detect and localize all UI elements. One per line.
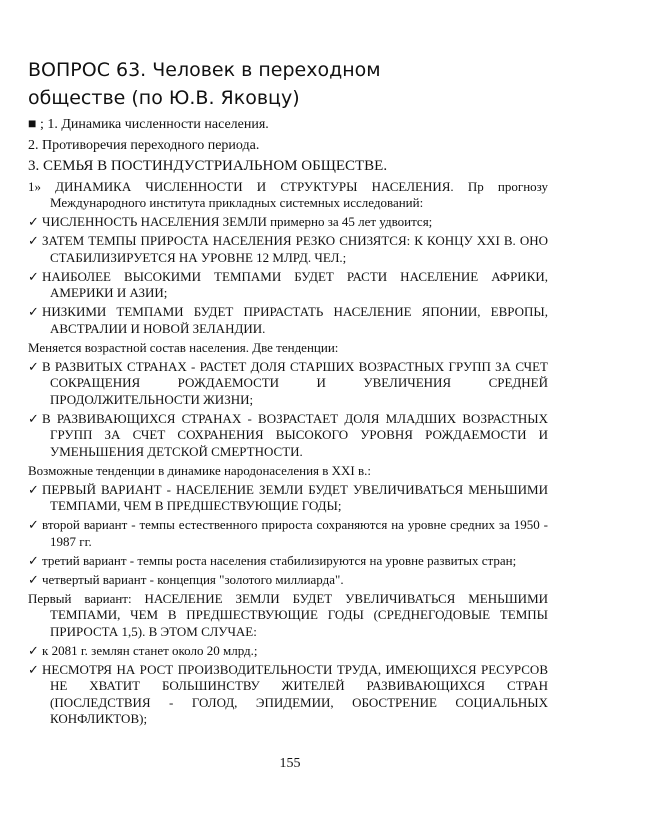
check-icon: ✓ (28, 304, 39, 319)
check-icon: ✓ (28, 517, 39, 532)
check-icon: ✓ (28, 661, 39, 677)
list-item: ✓ НАИБОЛЕЕ ВЫСОКИМИ ТЕМПАМИ БУДЕТ РАСТИ НАСЕЛЕНИЕ АФРИКИ, АМЕРИКИ И АЗИИ; (28, 268, 548, 300)
check-icon: ✓ (28, 268, 39, 284)
section-heading: 1» ДИНАМИКА ЧИСЛЕННОСТИ И СТРУКТУРЫ НАСЕЛЕНИЯ. Пр прогнозу Международного института прикладных системных исследований: (28, 178, 549, 210)
list-item: ✓ ЗАТЕМ ТЕМПЫ ПРИРОСТА НАСЕЛЕНИЯ РЕЗКО СНИЗЯТСЯ: К КОНЦУ XXI В. ОНО СТАБИЛИЗИРУЕТСЯ НА УРОВНЕ 12 МЛРД. ЧЕЛ.; (28, 233, 548, 265)
age-intro: Меняется возрастной состав населения. Две тенденции: (28, 339, 339, 355)
list-item: ✓ В РАЗВИВАЮЩИХСЯ СТРАНАХ - ВОЗРАСТАЕТ ДОЛЯ МЛАДШИХ ВОЗРАСТНЫХ ГРУПП ЗА СЧЕТ СОХРАНЕНИЯ ВЫСОКОГО УРОВНЯ РОЖДАЕМОСТИ И УМЕНЬШЕНИЯ ДЕТСКОЙ СМЕРТНОСТИ. (28, 410, 548, 459)
list-item: ✓ четвертый вариант - концепция "золотого миллиарда". (28, 571, 344, 587)
check-icon: ✓ (28, 214, 39, 229)
outline-item-2: 2. Противоречия переходного периода. (28, 137, 260, 153)
check-icon: ✓ (28, 571, 39, 587)
bullet-marker: ■ ; (28, 117, 44, 132)
title-line-2: обществе (по Ю.В. Яковцу) (28, 87, 300, 109)
document-body (28, 116, 548, 730)
list-item: ✓ ЧИСЛЕННОСТЬ НАСЕЛЕНИЯ ЗЕМЛИ примерно за 45 лет удвоится; (28, 214, 433, 229)
trends-intro: Возможные тенденции в динамике народонаселения в XXI в.: (28, 462, 372, 478)
list-item: ✓ НИЗКИМИ ТЕМПАМИ БУДЕТ ПРИРАСТАТЬ НАСЕЛЕНИЕ ЯПОНИИ, ЕВРОПЫ, АВСТРАЛИИ И НОВОЙ ЗЕЛАНДИИ. (28, 304, 548, 336)
outline-item-1: ■ ; 1. Динамика численности населения. (28, 117, 269, 132)
check-icon: ✓ (28, 642, 39, 658)
check-icon: ✓ (28, 410, 39, 426)
page-title (28, 56, 588, 112)
list-item: ✓ ПЕРВЫЙ ВАРИАНТ - НАСЕЛЕНИЕ ЗЕМЛИ БУДЕТ УВЕЛИЧИВАТЬСЯ МЕНЬШИМИ ТЕМПАМИ, ЧЕМ В ПРЕДШЕСТВУЮЩИЕ ГОДЫ; (28, 481, 548, 513)
check-icon: ✓ (28, 233, 39, 248)
list-item: ✓ к 2081 г. землян станет около 20 млрд.; (28, 642, 258, 658)
list-item: ✓ НЕСМОТРЯ НА РОСТ ПРОИЗВОДИТЕЛЬНОСТИ ТРУДА, ИМЕЮЩИХСЯ РЕСУРСОВ НЕ ХВАТИТ БОЛЬШИНСТВУ ЖИТЕЛЕЙ РАЗВИВАЮЩИХСЯ СТРАН (ПОСЛЕДСТВИЯ - ГОЛОД, ЭПИДЕМИИ, ОБОСТРЕНИЕ СОЦИАЛЬНЫХ КОНФЛИКТОВ); (28, 661, 548, 726)
outline-item-3: 3. СЕМЬЯ В ПОСТИНДУСТРИАЛЬНОМ ОБЩЕСТВЕ. (28, 158, 388, 174)
page-number: 155 (279, 756, 301, 771)
list-item: ✓ В РАЗВИТЫХ СТРАНАХ - РАСТЕТ ДОЛЯ СТАРШИХ ВОЗРАСТНЫХ ГРУПП ЗА СЧЕТ СОКРАЩЕНИЯ РОЖДАЕМОСТИ И УВЕЛИЧЕНИЯ СРЕДНЕЙ ПРОДОЛЖИТЕЛЬНОСТИ ЖИЗНИ; (28, 358, 548, 407)
check-icon: ✓ (28, 358, 39, 374)
check-icon: ✓ (28, 552, 39, 568)
first-variant: Первый вариант: НАСЕЛЕНИЕ ЗЕМЛИ БУДЕТ УВЕЛИЧИВАТЬСЯ МЕНЬШИМИ ТЕМПАМИ, ЧЕМ В ПРЕДШЕСТВУЮЩИЕ ГОДЫ (СРЕДНЕГОДОВЫЕ ТЕМПЫ ПРИРОСТА 1,5). В ЭТОМ СЛУЧАЕ: (28, 590, 549, 639)
list-item: ✓ второй вариант - темпы естественного прироста сохраняются на уровне средних за 1950 - 1987 гг. (28, 517, 548, 549)
check-icon: ✓ (28, 481, 39, 497)
list-item: ✓ третий вариант - темпы роста населения стабилизируются на уровне развитых стран; (28, 552, 517, 568)
title-line-1: ВОПРОС 63. Человек в переходном (28, 59, 381, 81)
